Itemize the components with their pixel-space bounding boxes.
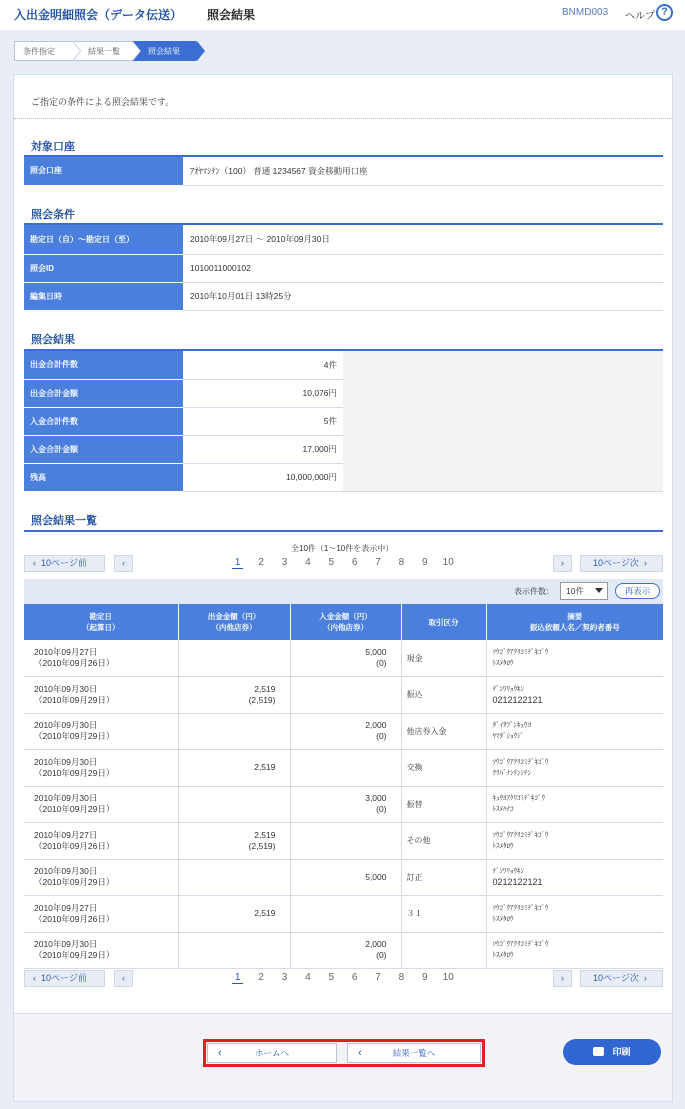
cell-type: ３１ [401, 896, 486, 933]
conditions-table [24, 225, 663, 311]
page-number[interactable]: 10 [442, 972, 454, 983]
condition-label: 勘定日（自）～勘定日（至） [24, 225, 183, 254]
display-count-label: 表示件数： [514, 587, 554, 596]
section-title-conditions: 照会条件 [31, 209, 75, 221]
pager-top [24, 555, 663, 573]
help-icon[interactable]: ? [656, 4, 673, 21]
account-label: 照会口座 [24, 157, 183, 185]
page-number[interactable]: 4 [305, 557, 311, 568]
help-link[interactable]: ヘルプ [625, 11, 655, 22]
cell-withdrawal: 2,519 [178, 896, 290, 933]
home-button[interactable]: ‹ ホームへ [207, 1043, 337, 1063]
cell-type: 振込 [401, 677, 486, 714]
header-bar [0, 0, 685, 30]
back-to-list-button[interactable]: ‹ 結果一覧へ [347, 1043, 481, 1063]
table-row [24, 896, 663, 933]
main-card [13, 74, 673, 1102]
cell-deposit [290, 823, 401, 860]
result-label: 入金合計金額 [24, 435, 183, 463]
cell-deposit: 5,000 (0) [290, 640, 401, 677]
result-label: 入金合計件数 [24, 407, 183, 435]
page-number[interactable]: 7 [375, 557, 381, 568]
table-row [24, 859, 663, 896]
column-header-withdrawal: 出金金額（円） （内他店券） [178, 604, 290, 640]
cell-deposit: 2,000 (0) [290, 713, 401, 750]
cell-summary: ｿｳｺﾞｳｱｸﾘｺﾐﾃﾞｷｺﾞｳ ｸﾘﾊﾞﾅｼﾃﾝｼﾃﾝ [486, 750, 663, 787]
cell-withdrawal: 2,519 (2,519) [178, 677, 290, 714]
next-10-pages-button[interactable]: 10ページ次 › [580, 555, 663, 572]
table-row [24, 932, 663, 969]
page-number[interactable]: 3 [281, 972, 288, 983]
chevron-left-icon: ‹ [33, 558, 36, 568]
cell-withdrawal [178, 932, 290, 969]
table-row [24, 786, 663, 823]
cell-withdrawal [178, 640, 290, 677]
table-row [24, 823, 663, 860]
page-numbers [226, 555, 460, 571]
display-count-select[interactable]: 10件 [560, 582, 608, 600]
chevron-left-icon: ‹ [218, 1047, 222, 1059]
intro-text: ご指定の条件による照会結果です。 [31, 97, 175, 107]
cell-date: 2010年09月30日 （2010年09月29日） [24, 750, 178, 787]
cell-withdrawal [178, 713, 290, 750]
cell-summary: ﾃﾞﾝﾜﾘｮｳｷﾝ 0212122121 [486, 677, 663, 714]
chevron-right-icon: › [643, 973, 647, 983]
cell-date: 2010年09月30日 （2010年09月29日） [24, 859, 178, 896]
cell-type: 交換 [401, 750, 486, 787]
chevron-left-icon: ‹ [33, 973, 36, 983]
result-label: 残高 [24, 463, 183, 491]
cell-withdrawal: 2,519 [178, 750, 290, 787]
condition-label: 照会ID [24, 254, 183, 282]
result-value: 5件 [183, 407, 343, 435]
section-title-results: 照会結果 [31, 334, 75, 346]
prev-page-button[interactable]: ‹ [114, 970, 133, 987]
cell-type: 他店券入金 [401, 713, 486, 750]
prev-10-pages-button[interactable]: ‹ 10ページ前 [24, 555, 105, 572]
page-number[interactable]: 1 [226, 555, 249, 571]
section-title-list: 照会結果一覧 [31, 515, 97, 527]
cell-summary: ｿｳｺﾞｳｱｸﾘｺﾐﾃﾞｷｺﾞｳ ﾄｽﾒﾀﾛｳ [486, 640, 663, 677]
cell-type: 訂正 [401, 859, 486, 896]
display-toolbar [24, 579, 663, 604]
table-row [24, 640, 663, 677]
column-header-deposit: 入金金額（円） （内他店券） [290, 604, 401, 640]
cell-summary: ｿｳｺﾞｳｱｸﾘｺﾐﾃﾞｷｺﾞｳ ﾄｽﾒﾀﾛｳ [486, 823, 663, 860]
cell-date: 2010年09月27日 （2010年09月26日） [24, 896, 178, 933]
cell-type: その他 [401, 823, 486, 860]
transactions-table [24, 604, 663, 969]
next-page-button[interactable]: › [553, 555, 572, 572]
column-header-summary: 摘要 振込依頼人名／契約者番号 [486, 604, 663, 640]
page-number[interactable]: 3 [281, 557, 288, 568]
page-number[interactable]: 9 [422, 557, 428, 568]
page-number[interactable]: 7 [375, 972, 381, 983]
cell-date: 2010年09月30日 （2010年09月29日） [24, 932, 178, 969]
divider [14, 118, 672, 119]
cell-withdrawal [178, 786, 290, 823]
app-title: 入出金明細照会（データ伝送） [14, 8, 183, 22]
column-header-type: 取引区分 [401, 604, 486, 640]
condition-value: 2010年09月27日 ～ 2010年09月30日 [183, 225, 663, 254]
result-value: 17,000円 [183, 435, 343, 463]
page-number[interactable]: 6 [351, 557, 358, 568]
page-number[interactable]: 9 [422, 972, 428, 983]
cell-date: 2010年09月30日 （2010年09月29日） [24, 786, 178, 823]
result-label: 出金合計金額 [24, 379, 183, 407]
result-value: 10,000,000円 [183, 463, 343, 491]
condition-label: 編集日時 [24, 282, 183, 310]
condition-value: 2010年10月01日 13時25分 [183, 282, 663, 310]
chevron-down-icon [595, 588, 603, 593]
step-result: 照会結果 [132, 41, 196, 61]
section-line [24, 530, 663, 532]
redisplay-button[interactable]: 再表示 [615, 583, 660, 599]
cell-date: 2010年09月27日 （2010年09月26日） [24, 640, 178, 677]
page-number[interactable]: 10 [442, 557, 454, 568]
section-title-account: 対象口座 [31, 141, 75, 153]
page-number[interactable]: 4 [305, 972, 311, 983]
chevron-left-icon: ‹ [358, 1047, 362, 1059]
result-label: 出金合計件数 [24, 351, 183, 379]
cell-withdrawal: 2,519 (2,519) [178, 823, 290, 860]
step-list: 結果一覧 [72, 41, 132, 61]
cell-summary: ｿｳｺﾞｳｱｸﾘｺﾐﾃﾞｷｺﾞｳ ﾄｽﾒﾀﾛｳ [486, 932, 663, 969]
page-numbers [226, 970, 460, 986]
cell-summary: ｿｳｺﾞｳｱｸﾘｺﾐﾃﾞｷｺﾞｳ ﾄｽﾒﾀﾛｳ [486, 896, 663, 933]
screen-id: BNMD003 [562, 7, 609, 18]
page-number[interactable]: 6 [351, 972, 358, 983]
page-title: 照会結果 [207, 8, 256, 22]
cell-deposit [290, 677, 401, 714]
pager-bottom [24, 970, 663, 988]
cell-deposit: 5,000 [290, 859, 401, 896]
page-number[interactable]: 5 [328, 557, 335, 568]
result-value: 4件 [183, 351, 343, 379]
print-button[interactable]: 印刷 [563, 1039, 661, 1065]
cell-type [401, 932, 486, 969]
cell-deposit [290, 896, 401, 933]
table-row [24, 713, 663, 750]
step-breadcrumb [14, 41, 196, 61]
next-page-button[interactable]: › [553, 970, 572, 987]
cell-withdrawal [178, 859, 290, 896]
results-summary [24, 351, 663, 492]
cell-type: 現金 [401, 640, 486, 677]
prev-page-button[interactable]: ‹ [114, 555, 133, 572]
cell-summary: ｷｭｳﾖｱｸﾘｺﾐﾃﾞｷｺﾞｳ ﾄｽﾒﾊﾅｺ [486, 786, 663, 823]
page-number[interactable]: 2 [258, 972, 264, 983]
result-count: 全10件（1～10件を表示中） [291, 544, 394, 553]
table-row [24, 750, 663, 787]
account-table [24, 157, 663, 186]
page-number[interactable]: 8 [398, 972, 405, 983]
account-value: ｱｵﾔﾏｼﾃﾝ（100） 普通 1234567 資金移動用口座 [183, 157, 663, 185]
cell-summary: ﾃﾞﾝﾜﾘｮｳｷﾝ 0212122121 [486, 859, 663, 896]
cell-deposit: 3,000 (0) [290, 786, 401, 823]
next-10-pages-button[interactable]: 10ページ次 › [580, 970, 663, 987]
page-number[interactable]: 1 [226, 970, 249, 986]
page-number[interactable]: 5 [328, 972, 335, 983]
prev-10-pages-button[interactable]: ‹ 10ページ前 [24, 970, 105, 987]
cell-deposit: 2,000 (0) [290, 932, 401, 969]
result-value: 10,076円 [183, 379, 343, 407]
page-number[interactable]: 2 [258, 557, 264, 568]
cell-date: 2010年09月30日 （2010年09月29日） [24, 713, 178, 750]
cell-type: 振替 [401, 786, 486, 823]
step-condition: 条件指定 [14, 41, 72, 61]
page-number[interactable]: 8 [398, 557, 405, 568]
table-row [24, 677, 663, 714]
cell-deposit [290, 750, 401, 787]
column-header-date: 勘定日 （起算日） [24, 604, 178, 640]
printer-icon [593, 1047, 604, 1056]
chevron-right-icon: › [643, 558, 647, 568]
cell-date: 2010年09月30日 （2010年09月29日） [24, 677, 178, 714]
cell-date: 2010年09月27日 （2010年09月26日） [24, 823, 178, 860]
condition-value: 1010011000102 [183, 254, 663, 282]
cell-summary: ﾀﾞｲｻﾌﾞﾝｷｭｳﾖ ﾔﾏﾀﾞｼｮｳｼﾞ [486, 713, 663, 750]
